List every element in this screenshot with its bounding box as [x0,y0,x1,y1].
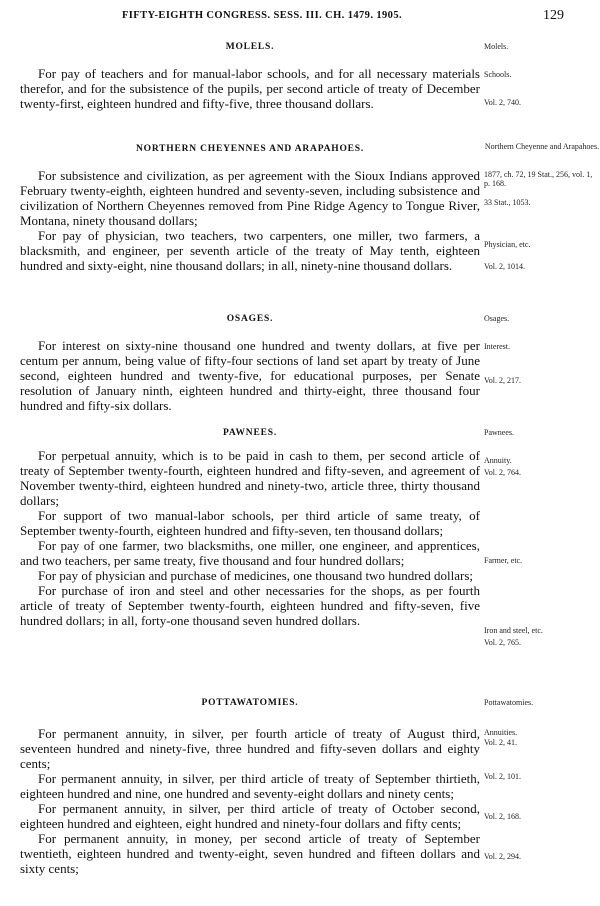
paragraph: For permanent annuity, in silver, per third article of treaty of September thirtieth, eighteen hundred and nine, one hundred and seventy-eight dollars and ninety cents; [20,771,480,801]
margin-note-pawnees: Pawnees. [484,428,514,437]
paragraph: For permanent annuity, in silver, per fourth article of treaty of August third, seventeen hundred and ninety-five, three hundred and fifty-seven dollars and eighty cents; [20,726,480,771]
margin-note-interest: Interest. [484,342,510,351]
margin-note-citation: Vol. 2, 765. [484,638,521,647]
paragraph: For permanent annuity, in silver, per third article of treaty of October second, eighteen hundred and eighteen, eight hundred and ninety-four dollars and fifty cents; [20,801,480,831]
margin-note-citation: Vol. 2, 1014. [484,262,525,271]
paragraph: For pay of physician, two teachers, two carpenters, one miller, two farmers, a blacksmith, and engineer, per seventh article of the treaty of May tenth, eighteen hundred and sixty-eight, nine thousand dollars; in all, ninety-nine thousand dollars. [20,228,480,273]
page-header [0,10,600,26]
paragraph: For pay of physician and purchase of medicines, one thousand two hundred dollars; [38,568,474,583]
section-molels [20,42,480,111]
margin-note-farmer: Farmer, etc. [484,556,523,565]
margin-note-citation: Vol. 2, 101. [484,772,521,781]
margin-note-northern: Northern Cheyenne and Arapahoes. [484,142,600,151]
paragraph: For subsistence and civilization, as per agreement with the Sioux Indians approved February twenty-eighth, eighteen hundred and seventy-seven, including subsistence and civilization of Northern Cheyennes removed from Pine Ridge Agency to Tongue River, Montana, ninety thousand dollars; [20,168,480,228]
paragraph: For support of two manual-labor schools, per third article of same treaty, of September twenty-fourth, eighteen hundred and fifty-seven, ten thousand dollars; [20,508,480,538]
paragraph: For purchase of iron and steel and other necessaries for the shops, as per fourth article of treaty of September twenty-fourth, eighteen hundred and fifty-seven, five hundred dollars; in all, forty-one thousand seven hundred dollars. [20,583,480,628]
paragraph: For pay of teachers and for manual-labor schools, and for all necessary materials therefor, and for the subsistence of the pupils, per second article of treaty of December twenty-first, eighteen hundred and fifty-five, three thousand dollars. [20,66,480,111]
margin-note-citation: Vol. 2, 217. [484,376,521,385]
margin-note-annuities: Annuities. [484,728,518,737]
section-heading: OSAGES. [226,314,274,324]
margin-note-citation: Vol. 2, 294. [484,852,521,861]
section-pawnees [20,428,480,628]
margin-note-annuity: Annuity. [484,456,512,465]
margin-note-citation: 33 Stat., 1053. [484,198,531,207]
section-northern-cheyennes [20,144,480,273]
page-number: 129 [543,8,564,23]
margin-note-citation: Vol. 2, 41. [484,738,517,747]
margin-note-citation: Vol. 2, 168. [484,812,521,821]
paragraph: For permanent annuity, in money, per second article of treaty of September twentieth, eighteen hundred and twenty-eight, seven hundred and fifteen dollars and sixty cents; [20,831,480,876]
margin-note-molels: Molels. [484,42,509,51]
running-head: FIFTY-EIGHTH CONGRESS. SESS. III. CH. 1479. 1905. [121,10,403,21]
paragraph: For pay of one farmer, two blacksmiths, one miller, one engineer, and apprentices, and two teachers, per same treaty, five thousand and four hundred dollars; [20,538,480,568]
section-heading: NORTHERN CHEYENNES AND ARAPAHOES. [135,144,365,154]
section-heading: PAWNEES. [223,428,277,438]
section-osages [20,314,480,413]
margin-note-iron: Iron and steel, etc. [484,626,543,635]
margin-note-citation: 1877, ch. 72, 19 Stat., 256, vol. 1, p. 168. [484,170,593,188]
section-pottawatomies [20,698,480,876]
margin-note-citation: Vol. 2, 764. [484,468,521,477]
margin-note-schools: Schools. [484,70,512,79]
paragraph: For perpetual annuity, which is to be paid in cash to them, per second article of treaty of September twenty-fourth, eighteen hundred and fifty-seven, and agreement of November twenty-third, eighteen hundred and ninety-two, article three, thirty thousand dollars; [20,448,480,508]
paragraph: For interest on sixty-nine thousand one hundred and twenty dollars, at five per centum per annum, being value of fifty-four sections of land set apart by treaty of June second, eighteen hundred and twenty-five, for educational purposes, per Senate resolution of January ninth, eighteen hundred and thirty-eight, three thousand four hundred and fifty-six dollars. [20,338,480,413]
section-heading: MOLELS. [225,42,275,52]
margin-note-physician: Physician, etc. [484,240,531,249]
margin-note-osages: Osages. [484,314,510,323]
section-heading: POTTAWATOMIES. [201,698,299,708]
margin-note-pottawatomies: Pottawatomies. [484,698,534,707]
margin-note-citation: Vol. 2, 740. [484,98,521,107]
